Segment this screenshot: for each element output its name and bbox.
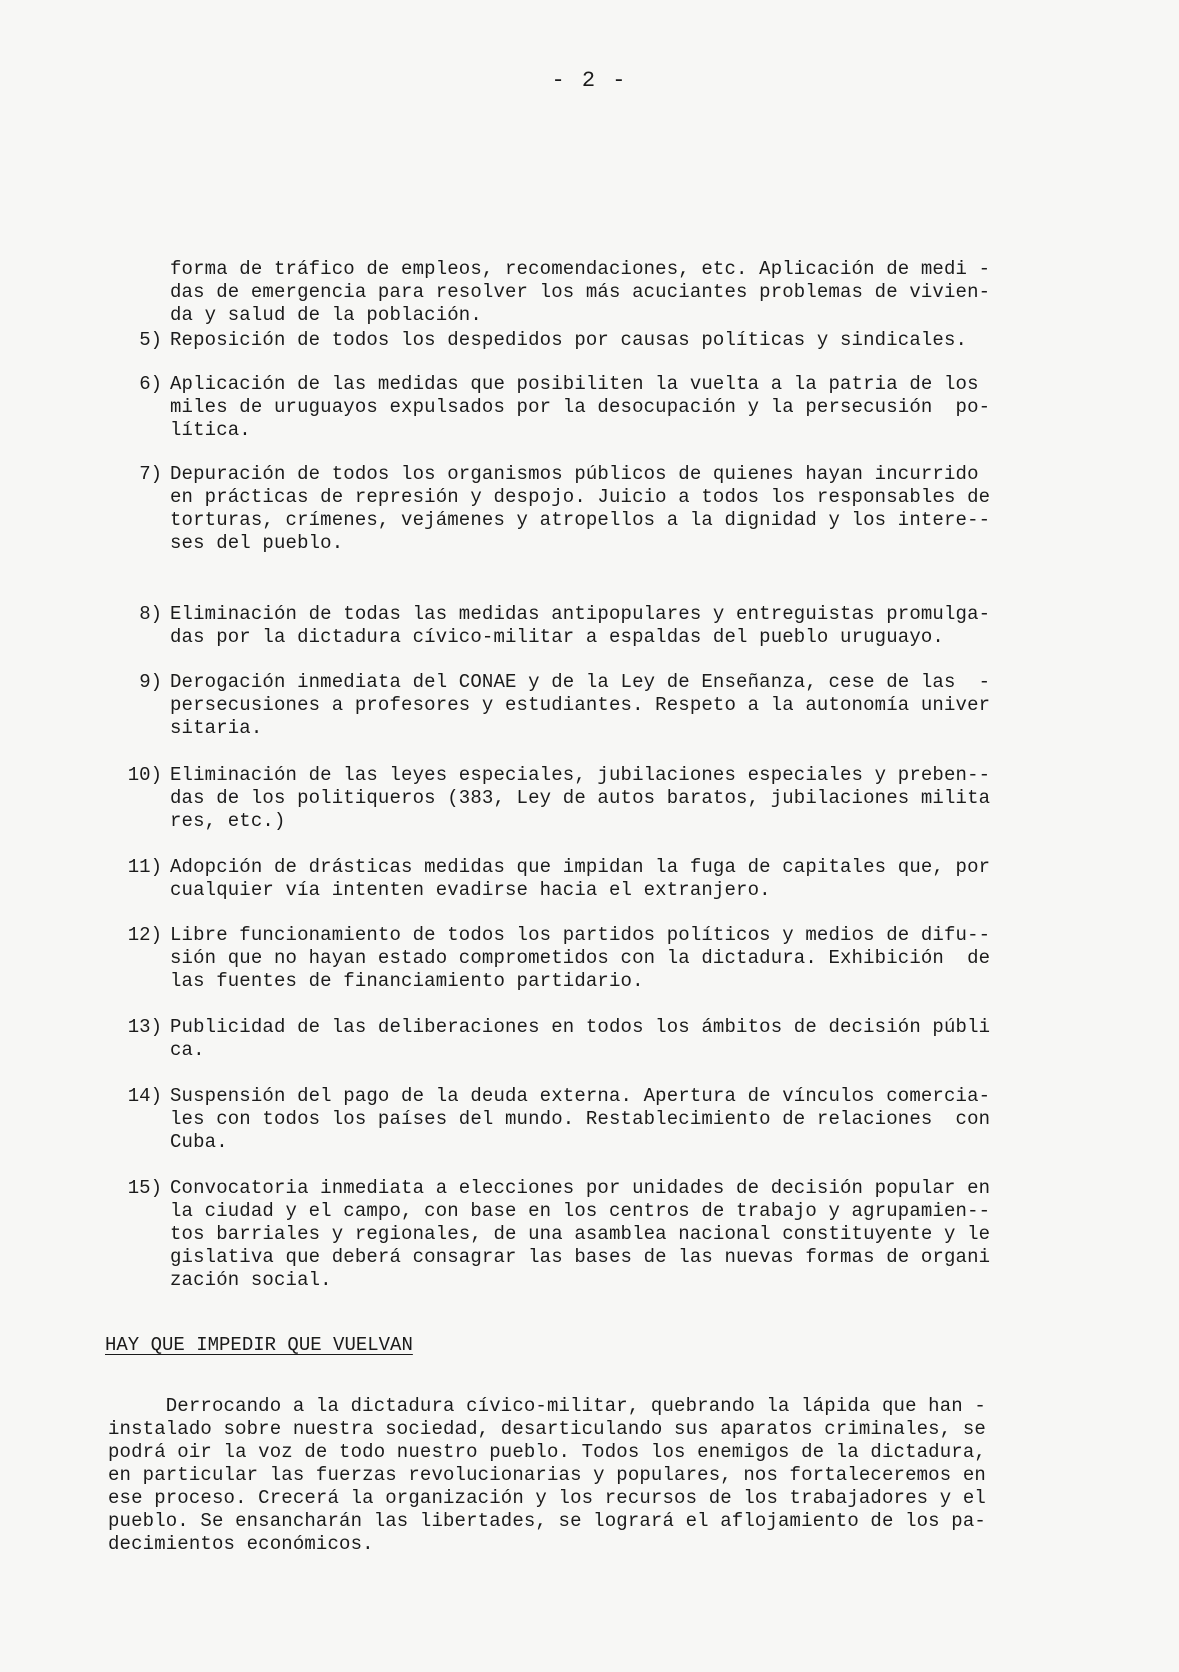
text-line: Derogación inmediata del CONAE y de la Ley de Enseñanza, cese de las - (170, 671, 991, 693)
text-line: torturas, crímenes, vejámenes y atropellos a la dignidad y los intere-- (170, 509, 991, 531)
item-number: 7) (139, 463, 162, 485)
text-line: decimientos económicos. (108, 1533, 374, 1555)
text-line: en prácticas de represión y despojo. Juicio a todos los responsables de (170, 486, 991, 508)
text-line: ses del pueblo. (170, 532, 344, 554)
text-line: Reposición de todos los despedidos por causas políticas y sindicales. (170, 329, 968, 351)
text-line: Libre funcionamiento de todos los partidos políticos y medios de difu-- (170, 924, 991, 946)
continuation-text (170, 258, 1060, 327)
text-line: tos barriales y regionales, de una asamblea nacional constituyente y le (170, 1223, 991, 1245)
text-line: pueblo. Se ensancharán las libertades, se logrará el aflojamiento de los pa- (108, 1510, 986, 1532)
text-line: zación social. (170, 1269, 332, 1291)
text-line: persecusiones a profesores y estudiantes. Respeto a la autonomía univer (170, 694, 991, 716)
section-heading: HAY QUE IMPEDIR QUE VUELVAN (105, 1334, 413, 1356)
item-number: 8) (139, 603, 162, 625)
item-number: 14) (127, 1085, 162, 1107)
text-line: gislativa que deberá consagrar las bases de las nuevas formas de organi (170, 1246, 991, 1268)
item-number: 11) (127, 856, 162, 878)
text-line: la ciudad y el campo, con base en los centros de trabajo y agrupamien-- (170, 1200, 991, 1222)
text-line: Depuración de todos los organismos públicos de quienes hayan incurrido (170, 463, 979, 485)
text-line: Aplicación de las medidas que posibiliten la vuelta a la patria de los (170, 373, 979, 395)
text-line: en particular las fuerzas revolucionarias y populares, nos fortaleceremos en (108, 1464, 986, 1486)
item-number: 5) (139, 329, 162, 351)
text-line: les con todos los países del mundo. Restablecimiento de relaciones con (170, 1108, 991, 1130)
item-number: 12) (127, 924, 162, 946)
text-line: Eliminación de todas las medidas antipopulares y entreguistas promulga- (170, 603, 991, 625)
text-line: Convocatoria inmediata a elecciones por unidades de decisión popular en (170, 1177, 991, 1199)
text-line: sión que no hayan estado comprometidos con la dictadura. Exhibición de (170, 947, 991, 969)
text-line: Publicidad de las deliberaciones en todos los ámbitos de decisión públi (170, 1016, 991, 1038)
closing-paragraph (108, 1395, 1068, 1556)
item-number: 9) (139, 671, 162, 693)
text-line: ca. (170, 1039, 205, 1061)
item-number: 10) (127, 764, 162, 786)
text-line: lítica. (170, 419, 251, 441)
text-line: las fuentes de financiamiento partidario. (170, 970, 644, 992)
text-line: das por la dictadura cívico-militar a espaldas del pueblo uruguayo. (170, 626, 944, 648)
text-line: das de los politiqueros (383, Ley de autos baratos, jubilaciones milita (170, 787, 991, 809)
text-line: res, etc.) (170, 810, 286, 832)
text-line: Suspensión del pago de la deuda externa. Apertura de vínculos comercia- (170, 1085, 991, 1107)
text-line: da y salud de la población. (170, 304, 482, 326)
item-number: 15) (127, 1177, 162, 1199)
text-line: miles de uruguayos expulsados por la desocupación y la persecusión po- (170, 396, 991, 418)
text-line: instalado sobre nuestra sociedad, desarticulando sus aparatos criminales, se (108, 1418, 986, 1440)
item-number: 13) (127, 1016, 162, 1038)
item-number: 6) (139, 373, 162, 395)
text-line: Derrocando a la dictadura cívico-militar, quebrando la lápida que han - (108, 1395, 986, 1417)
text-line: podrá oir la voz de todo nuestro pueblo. Todos los enemigos de la dictadura, (108, 1441, 986, 1463)
text-line: forma de tráfico de empleos, recomendaciones, etc. Aplicación de medi - (170, 258, 991, 280)
text-line: ese proceso. Crecerá la organización y los recursos de los trabajadores y el (108, 1487, 986, 1509)
text-line: sitaria. (170, 717, 263, 739)
text-line: Adopción de drásticas medidas que impidan la fuga de capitales que, por (170, 856, 991, 878)
text-line: cualquier vía intenten evadirse hacia el extranjero. (170, 879, 771, 901)
text-line: Eliminación de las leyes especiales, jubilaciones especiales y preben-- (170, 764, 991, 786)
page-number: - 2 - (551, 68, 628, 93)
text-line: Cuba. (170, 1131, 228, 1153)
text-line: das de emergencia para resolver los más acuciantes problemas de vivien- (170, 281, 991, 303)
